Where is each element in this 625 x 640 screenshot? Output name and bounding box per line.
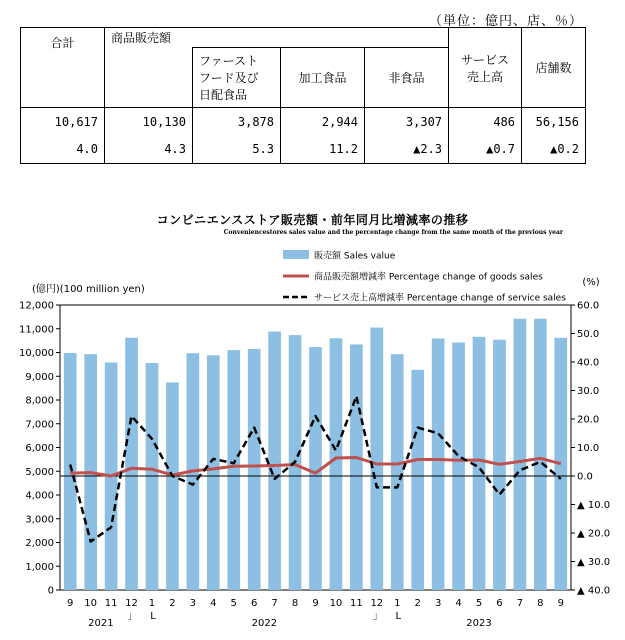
value-processed-food: 2,944: [281, 108, 365, 136]
sales-bar: [166, 382, 179, 590]
right-tick-label: ▲ 20.0: [577, 528, 611, 540]
right-tick-label: 50.0: [577, 329, 600, 340]
sales-bar: [473, 337, 486, 590]
sales-bar: [411, 370, 424, 590]
left-tick-label: 1,000: [25, 561, 54, 573]
legend-swatch-sales: [283, 250, 309, 259]
month-label: 12: [370, 598, 384, 609]
rate-nonfood: ▲2.3: [365, 136, 449, 164]
value-service-sales: 486: [449, 108, 522, 136]
sales-bar: [227, 350, 240, 590]
left-tick-label: 4,000: [25, 490, 54, 502]
month-label: 2: [414, 598, 421, 609]
month-label: 9: [67, 598, 74, 609]
right-tick-label: 40.0: [577, 357, 600, 369]
header-processed-food: 加工食品: [281, 48, 365, 108]
header-nonfood: 非食品: [365, 48, 449, 108]
chart-title: コンビニエンスストア販売額・前年同月比増減率の推移: [156, 213, 469, 227]
value-fast-food: 3,878: [193, 108, 281, 136]
header-fast-food-line1: ファースト: [199, 54, 259, 68]
year-bracket-open: 」: [127, 611, 138, 622]
value-goods-sales: 10,130: [105, 108, 193, 136]
right-tick-label: 30.0: [577, 386, 600, 397]
year-label: 2022: [251, 618, 278, 629]
month-label: 3: [434, 598, 442, 609]
sales-bar: [125, 338, 138, 590]
header-total: 合計: [21, 28, 105, 108]
year-label: 2021: [88, 618, 114, 629]
rate-service-sales: ▲0.7: [449, 136, 522, 164]
rate-goods-sales: 4.3: [105, 136, 193, 164]
month-label: 6: [250, 598, 258, 609]
left-tick-label: 11,000: [19, 324, 54, 336]
sales-bar: [207, 355, 220, 590]
month-label: 5: [475, 598, 483, 609]
left-tick-label: 5,000: [25, 466, 54, 478]
month-label: 11: [104, 598, 118, 609]
year-bracket-close: L: [395, 611, 402, 622]
sales-bar: [64, 353, 77, 590]
rate-total: 4.0: [21, 136, 105, 164]
chart-subtitle: Conveniencestores sales value and the percentage change from the same month of the previous year: [223, 229, 563, 236]
left-tick-label: 2,000: [25, 538, 54, 549]
right-tick-label: ▲ 10.0: [577, 500, 611, 511]
month-label: 9: [557, 598, 564, 609]
year-bracket-open: 」: [372, 611, 383, 622]
left-tick-label: 8,000: [25, 395, 54, 407]
month-label: 7: [271, 598, 278, 609]
year-label: 2023: [466, 618, 492, 629]
month-label: 7: [516, 598, 524, 609]
month-label: 5: [230, 598, 237, 609]
left-tick-label: 9,000: [25, 371, 54, 383]
value-stores: 56,156: [522, 108, 586, 136]
sales-bar: [330, 338, 343, 590]
left-tick-label: 7,000: [25, 419, 54, 431]
month-label: 10: [84, 598, 98, 609]
sales-bar: [350, 344, 363, 590]
left-tick-label: 12,000: [19, 300, 54, 312]
right-tick-label: 20.0: [577, 414, 600, 426]
sales-bar: [248, 349, 261, 590]
month-label: 2: [169, 598, 176, 609]
left-tick-label: 0: [47, 585, 54, 597]
month-label: 10: [329, 598, 343, 609]
month-label: 4: [210, 598, 217, 609]
sales-bar: [452, 343, 465, 590]
rate-fast-food: 5.3: [193, 136, 281, 164]
sales-bar: [370, 328, 383, 590]
left-tick-label: 10,000: [19, 348, 54, 359]
right-tick-label: ▲ 40.0: [577, 585, 611, 597]
legend-label: 商品販売額増減率 Percentage change of goods sales: [314, 272, 543, 283]
header-goods-sales: 商品販売額: [105, 28, 449, 48]
right-tick-label: 0.0: [577, 471, 593, 483]
month-label: 4: [455, 598, 462, 609]
month-label: 8: [291, 598, 299, 609]
month-label: 12: [125, 598, 138, 609]
month-label: 9: [312, 598, 319, 609]
month-label: 3: [189, 598, 197, 609]
value-nonfood: 3,307: [365, 108, 449, 136]
left-tick-label: 3,000: [25, 514, 54, 526]
legend-label: 販売額 Sales value: [314, 251, 396, 262]
sales-bar: [514, 319, 527, 590]
rate-processed-food: 11.2: [281, 136, 365, 164]
right-tick-label: 10.0: [577, 443, 600, 454]
year-bracket-close: L: [150, 611, 156, 622]
month-label: 11: [350, 598, 363, 609]
left-tick-label: 6,000: [25, 443, 54, 454]
sales-bar: [534, 319, 547, 590]
rate-stores: ▲0.2: [522, 136, 586, 164]
legend-label: サービス売上高増減率 Percentage change of service sales: [314, 293, 566, 304]
header-fast-food-line2: フード及び: [199, 71, 259, 85]
value-total: 10,617: [21, 108, 105, 136]
right-axis-unit: (%): [582, 277, 600, 288]
header-fast-food-line3: 日配食品: [199, 88, 248, 102]
month-label: 8: [537, 598, 544, 609]
sales-bar: [391, 354, 404, 590]
right-tick-label: 60.0: [577, 300, 600, 312]
month-label: 6: [496, 598, 503, 609]
right-tick-label: ▲ 30.0: [577, 557, 611, 568]
sales-bar: [268, 332, 281, 590]
sales-bar: [432, 338, 445, 590]
header-stores: 店舗数: [522, 28, 586, 108]
header-service-line1: サービス: [461, 52, 510, 67]
month-label: 1: [148, 598, 156, 609]
header-service-line2: 売上高: [467, 69, 504, 84]
unit-label: （単位：億円、店、％）: [428, 14, 583, 29]
month-label: 1: [394, 598, 401, 609]
left-axis-unit: (億円)(100 million yen): [32, 284, 145, 295]
